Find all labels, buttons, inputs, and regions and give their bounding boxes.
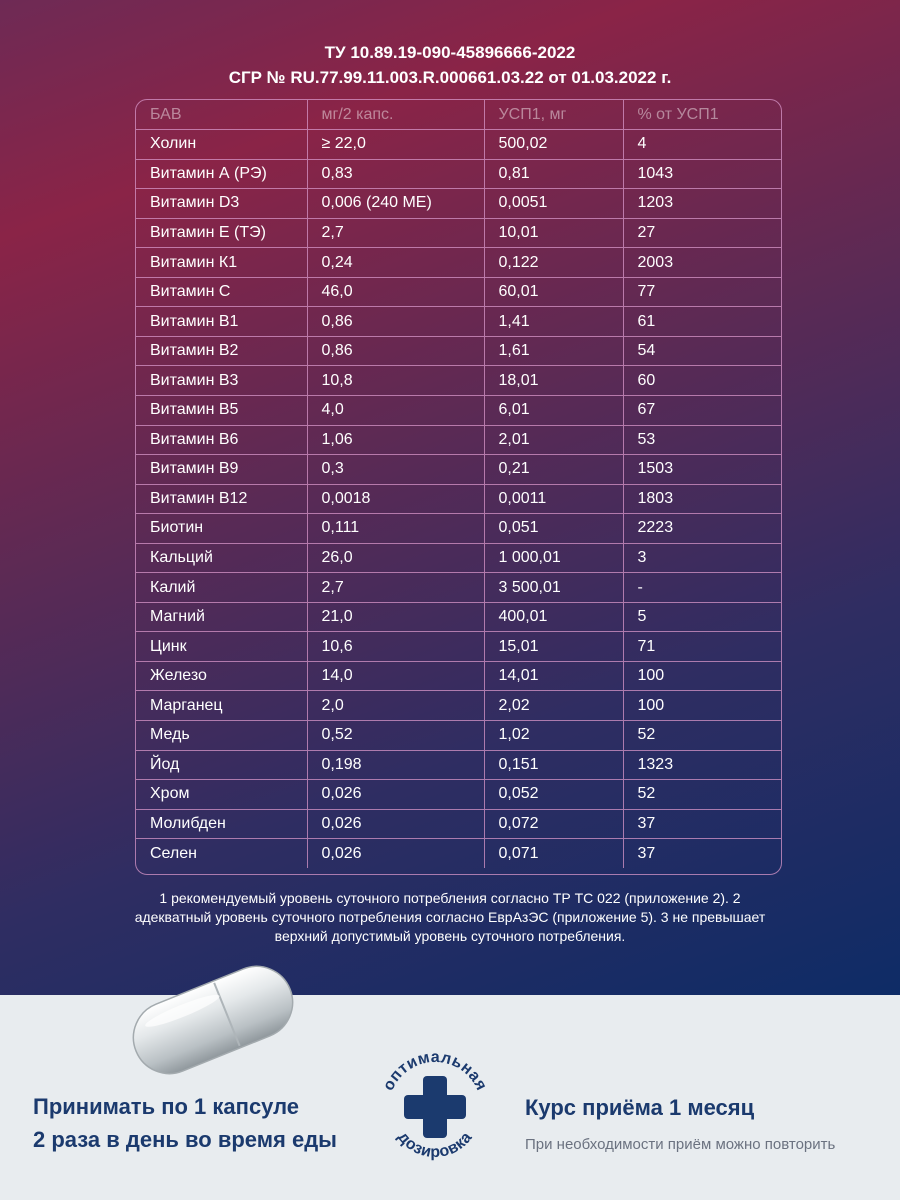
table-cell: 10,6 bbox=[307, 632, 484, 662]
badge-bottom-text: дозировка bbox=[394, 1128, 476, 1162]
table-cell: 52 bbox=[623, 720, 782, 750]
table-cell: 15,01 bbox=[484, 632, 623, 662]
table-row bbox=[136, 720, 782, 750]
table-cell: 5 bbox=[623, 602, 782, 632]
table-cell: 10,8 bbox=[307, 366, 484, 396]
table-cell: 60 bbox=[623, 366, 782, 396]
table-cell: 1043 bbox=[623, 159, 782, 189]
table-cell: 0,071 bbox=[484, 839, 623, 869]
table-cell: 400,01 bbox=[484, 602, 623, 632]
table-cell: 53 bbox=[623, 425, 782, 455]
table-cell: 0,072 bbox=[484, 809, 623, 839]
plus-icon bbox=[404, 1076, 466, 1138]
table-row bbox=[136, 484, 782, 514]
table-cell: 0,83 bbox=[307, 159, 484, 189]
table-cell: 100 bbox=[623, 661, 782, 691]
table-cell: - bbox=[623, 573, 782, 603]
table-row bbox=[136, 602, 782, 632]
table-row bbox=[136, 839, 782, 869]
footnote: 1 рекомендуемый уровень суточного потребления согласно ТР ТС 022 (приложение 2). 2 адекватный уровень суточного потребления согласно ЕврАзЭС (приложение 5). 3 не превышает верхний допустимый уровень суточного потребления. bbox=[134, 890, 766, 944]
table-row bbox=[136, 159, 782, 189]
table-cell: 77 bbox=[623, 277, 782, 307]
table-cell: Холин bbox=[136, 130, 307, 160]
table-body bbox=[136, 130, 782, 869]
table-cell: Биотин bbox=[136, 514, 307, 544]
table-cell: Витамин Е (ТЭ) bbox=[136, 218, 307, 248]
table-row bbox=[136, 809, 782, 839]
table-cell: 27 bbox=[623, 218, 782, 248]
nutrient-table bbox=[135, 99, 782, 875]
table-cell: 0,0011 bbox=[484, 484, 623, 514]
table-cell: 21,0 bbox=[307, 602, 484, 632]
table-cell: 0,026 bbox=[307, 780, 484, 810]
table-cell: 2,0 bbox=[307, 691, 484, 721]
table-cell: Витамин В2 bbox=[136, 336, 307, 366]
tu-line: ТУ 10.89.19-090-45896666-2022 bbox=[324, 43, 576, 62]
table-row bbox=[136, 307, 782, 337]
table-cell: 0,122 bbox=[484, 248, 623, 278]
table-cell: Витамин В5 bbox=[136, 395, 307, 425]
table-row bbox=[136, 130, 782, 160]
table-cell: 0,21 bbox=[484, 455, 623, 485]
table-cell: 1,06 bbox=[307, 425, 484, 455]
table-cell: 10,01 bbox=[484, 218, 623, 248]
table-cell: 4,0 bbox=[307, 395, 484, 425]
table-cell: 0,52 bbox=[307, 720, 484, 750]
table-row bbox=[136, 573, 782, 603]
column-header: % от УСП1 bbox=[623, 100, 782, 130]
table-cell: 0,86 bbox=[307, 307, 484, 337]
table-cell: 37 bbox=[623, 809, 782, 839]
table-cell: 0,151 bbox=[484, 750, 623, 780]
table-cell: 1503 bbox=[623, 455, 782, 485]
badge-top-text: оптимальная bbox=[380, 1048, 490, 1094]
table-cell: 1323 bbox=[623, 750, 782, 780]
table-cell: 500,02 bbox=[484, 130, 623, 160]
table-cell: 2,01 bbox=[484, 425, 623, 455]
table-cell: 0,3 bbox=[307, 455, 484, 485]
dosage-line-1: Принимать по 1 капсуле bbox=[33, 1094, 300, 1119]
table-cell: Йод bbox=[136, 750, 307, 780]
table-cell: 2003 bbox=[623, 248, 782, 278]
table-cell: 60,01 bbox=[484, 277, 623, 307]
table-cell: 2,02 bbox=[484, 691, 623, 721]
course-title: Курс приёма 1 месяц bbox=[525, 1095, 755, 1120]
table-cell: 1203 bbox=[623, 189, 782, 219]
table-row bbox=[136, 248, 782, 278]
table-cell: 0,052 bbox=[484, 780, 623, 810]
table-cell: 3 bbox=[623, 543, 782, 573]
table-cell: 1 000,01 bbox=[484, 543, 623, 573]
table-row bbox=[136, 336, 782, 366]
column-header: мг/2 капс. bbox=[307, 100, 484, 130]
table-cell: Кальций bbox=[136, 543, 307, 573]
table-cell: 0,111 bbox=[307, 514, 484, 544]
table-cell: 0,86 bbox=[307, 336, 484, 366]
table-cell: Железо bbox=[136, 661, 307, 691]
table-cell: 1803 bbox=[623, 484, 782, 514]
table-cell: Витамин К1 bbox=[136, 248, 307, 278]
table-row bbox=[136, 455, 782, 485]
table-cell: 14,0 bbox=[307, 661, 484, 691]
table-cell: 2223 bbox=[623, 514, 782, 544]
table-cell: 0,198 bbox=[307, 750, 484, 780]
table-cell: 67 bbox=[623, 395, 782, 425]
table-cell: 3 500,01 bbox=[484, 573, 623, 603]
table-cell: 1,02 bbox=[484, 720, 623, 750]
table-cell: 1,61 bbox=[484, 336, 623, 366]
table-cell: 2,7 bbox=[307, 218, 484, 248]
table-cell: 0,24 bbox=[307, 248, 484, 278]
table-cell: 100 bbox=[623, 691, 782, 721]
table-cell: Витамин В6 bbox=[136, 425, 307, 455]
course-subtitle: При необходимости приём можно повторить bbox=[525, 1136, 836, 1153]
table-cell: 46,0 bbox=[307, 277, 484, 307]
table-cell: 4 bbox=[623, 130, 782, 160]
table-cell: Цинк bbox=[136, 632, 307, 662]
table-cell: Селен bbox=[136, 839, 307, 869]
table-cell: Витамин В3 bbox=[136, 366, 307, 396]
table-cell: Медь bbox=[136, 720, 307, 750]
table-cell: Витамин В12 bbox=[136, 484, 307, 514]
table-cell: 2,7 bbox=[307, 573, 484, 603]
table-cell: Магний bbox=[136, 602, 307, 632]
table-cell: 0,006 (240 МЕ) bbox=[307, 189, 484, 219]
table-cell: 0,026 bbox=[307, 839, 484, 869]
table-row bbox=[136, 425, 782, 455]
table-cell: Молибден bbox=[136, 809, 307, 839]
table-cell: 54 bbox=[623, 336, 782, 366]
table-cell: 14,01 bbox=[484, 661, 623, 691]
column-header: БАВ bbox=[150, 105, 182, 123]
table-cell: Витамин С bbox=[136, 277, 307, 307]
table-cell: 37 bbox=[623, 839, 782, 869]
column-header: УСП1, мг bbox=[484, 100, 623, 130]
table-row bbox=[136, 661, 782, 691]
table-row bbox=[136, 691, 782, 721]
table-cell: 0,0018 bbox=[307, 484, 484, 514]
table-cell: 0,81 bbox=[484, 159, 623, 189]
table-cell: 71 bbox=[623, 632, 782, 662]
table-cell: ≥ 22,0 bbox=[307, 130, 484, 160]
table-row bbox=[136, 632, 782, 662]
table-row bbox=[136, 189, 782, 219]
table-cell: Хром bbox=[136, 780, 307, 810]
table-row bbox=[136, 750, 782, 780]
table-row bbox=[136, 366, 782, 396]
dosage-instructions bbox=[33, 1090, 337, 1156]
table-cell: 1,41 bbox=[484, 307, 623, 337]
table-row bbox=[136, 514, 782, 544]
certificate-header bbox=[0, 40, 900, 90]
table-cell: Марганец bbox=[136, 691, 307, 721]
table-cell: 26,0 bbox=[307, 543, 484, 573]
table-cell: Витамин В9 bbox=[136, 455, 307, 485]
table-cell: Витамин В1 bbox=[136, 307, 307, 337]
table-row bbox=[136, 780, 782, 810]
table-row bbox=[136, 218, 782, 248]
table-cell: Калий bbox=[136, 573, 307, 603]
table-cell: Витамин А (РЭ) bbox=[136, 159, 307, 189]
table-cell: Витамин D3 bbox=[136, 189, 307, 219]
table-cell: 0,051 bbox=[484, 514, 623, 544]
table-cell: 0,026 bbox=[307, 809, 484, 839]
table-row bbox=[136, 395, 782, 425]
table-cell: 61 bbox=[623, 307, 782, 337]
sgr-line: СГР № RU.77.99.11.003.R.000661.03.22 от 01.03.2022 г. bbox=[228, 68, 672, 87]
dosage-line-2: 2 раза в день во время еды bbox=[33, 1127, 337, 1152]
table-cell: 0,0051 bbox=[484, 189, 623, 219]
table-cell: 52 bbox=[623, 780, 782, 810]
table-row bbox=[136, 543, 782, 573]
table-row bbox=[136, 277, 782, 307]
table-cell: 6,01 bbox=[484, 395, 623, 425]
table-header-row bbox=[136, 100, 782, 130]
table-cell: 18,01 bbox=[484, 366, 623, 396]
optimal-dose-badge bbox=[370, 1040, 500, 1170]
